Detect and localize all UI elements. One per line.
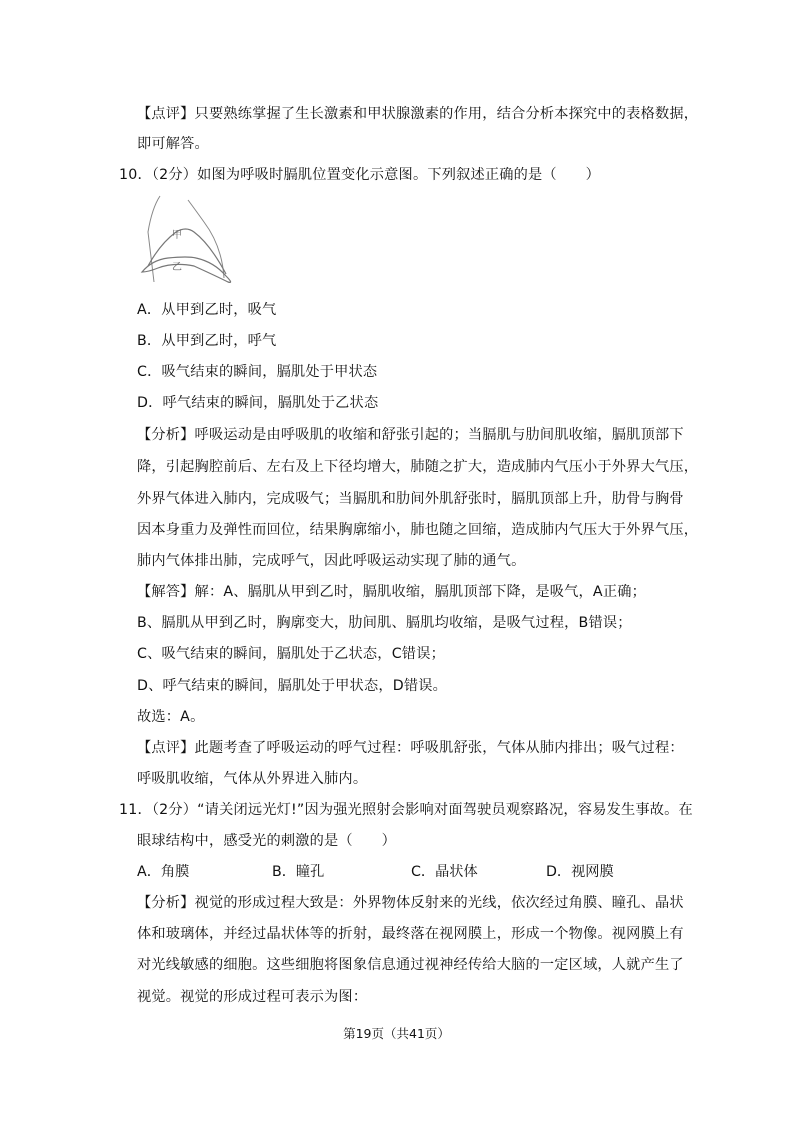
diaphragm-lower-yi: [142, 257, 231, 282]
prev-comment-line-1: 【点评】只要熟练掌握了生长激素和甲状腺激素的作用，结合分析本探究中的表格数据，: [137, 106, 699, 122]
label-jia: 甲: [172, 230, 182, 241]
q10-option-d: D．呼气结束的瞬间，膈肌处于乙状态: [137, 395, 379, 411]
q11-analysis-line-3: 对光线敏感的细胞。这些细胞将图象信息通过视神经传给大脑的一定区域，人就产生了: [137, 957, 684, 973]
question-11-stem-line-2: 眼球结构中，感受光的刺激的是（ ）: [137, 833, 396, 849]
diaphragm-diagram-svg: [138, 192, 242, 286]
label-yi: 乙: [172, 262, 182, 273]
q11-analysis-line-4: 视觉。视觉的形成过程可表示为图：: [137, 989, 368, 1005]
q11-option-d: D．视网膜: [546, 864, 614, 880]
q10-comment-line-1: 【点评】此题考查了呼吸运动的呼气过程：呼吸肌舒张，气体从肺内排出；吸气过程：: [137, 740, 684, 756]
page-footer: 第19页（共41页）: [343, 1026, 450, 1041]
q10-option-b: B．从甲到乙时，呼气: [137, 333, 277, 349]
q10-option-c: C．吸气结束的瞬间，膈肌处于甲状态: [137, 364, 378, 380]
prev-comment-line-2: 即可解答。: [137, 136, 209, 152]
q10-analysis-line-1: 【分析】呼吸运动是由呼吸肌的收缩和舒张引起的；当膈肌与肋间肌收缩，膈肌顶部下: [137, 427, 684, 443]
q11-analysis-line-2: 体和玻璃体，并经过晶状体等的折射，最终落在视网膜上，形成一个物像。视网膜上有: [137, 926, 684, 942]
q10-analysis-line-5: 肺内气体排出肺，完成呼气，因此呼吸运动实现了肺的通气。: [137, 553, 526, 569]
q11-option-b: B．瞳孔: [272, 864, 325, 880]
q10-answer-line-1: 【解答】解：A、膈肌从甲到乙时，膈肌收缩，膈肌顶部下降，是吸气，A正确；: [137, 584, 646, 600]
q11-analysis-line-1: 【分析】视觉的形成过程大致是：外界物体反射来的光线，依次经过角膜、瞳孔、晶状: [137, 895, 684, 911]
q10-comment-line-2: 呼吸肌收缩，气体从外界进入肺内。: [137, 771, 368, 787]
q10-analysis-line-4: 因本身重力及弹性而回位，结果胸廓缩小，肺也随之回缩，造成肺内气压大于外界气压，: [137, 522, 699, 538]
q10-answer-choice: 故选：A。: [137, 709, 205, 725]
q10-analysis-line-2: 降，引起胸腔前后、左右及上下径均增大，肺随之扩大，造成肺内气压小于外界大气压，: [137, 459, 699, 475]
q11-option-c: C．晶状体: [411, 864, 478, 880]
question-11-stem-line-1: 11．（2分）“请关闭远光灯!”因为强光照射会影响对面驾驶员观察路况，容易发生事故。在: [119, 802, 693, 818]
q10-option-a: A．从甲到乙时，吸气: [137, 302, 277, 318]
diaphragm-diagram: [138, 192, 242, 286]
q10-answer-line-4: D、呼气结束的瞬间，膈肌处于甲状态，D错误。: [137, 678, 448, 694]
q10-answer-line-2: B、膈肌从甲到乙时，胸廓变大，肋间肌、膈肌均收缩，是吸气过程，B错误；: [137, 615, 632, 631]
q10-analysis-line-3: 外界气体进入肺内，完成吸气；当膈肌和肋间外肌舒张时，膈肌顶部上升，肋骨与胸骨: [137, 491, 684, 507]
question-10-stem: 10．（2分）如图为呼吸时膈肌位置变化示意图。下列叙述正确的是（ ）: [119, 167, 600, 183]
q10-answer-line-3: C、吸气结束的瞬间，膈肌处于乙状态，C错误；: [137, 646, 445, 662]
q11-option-a: A．角膜: [137, 864, 190, 880]
